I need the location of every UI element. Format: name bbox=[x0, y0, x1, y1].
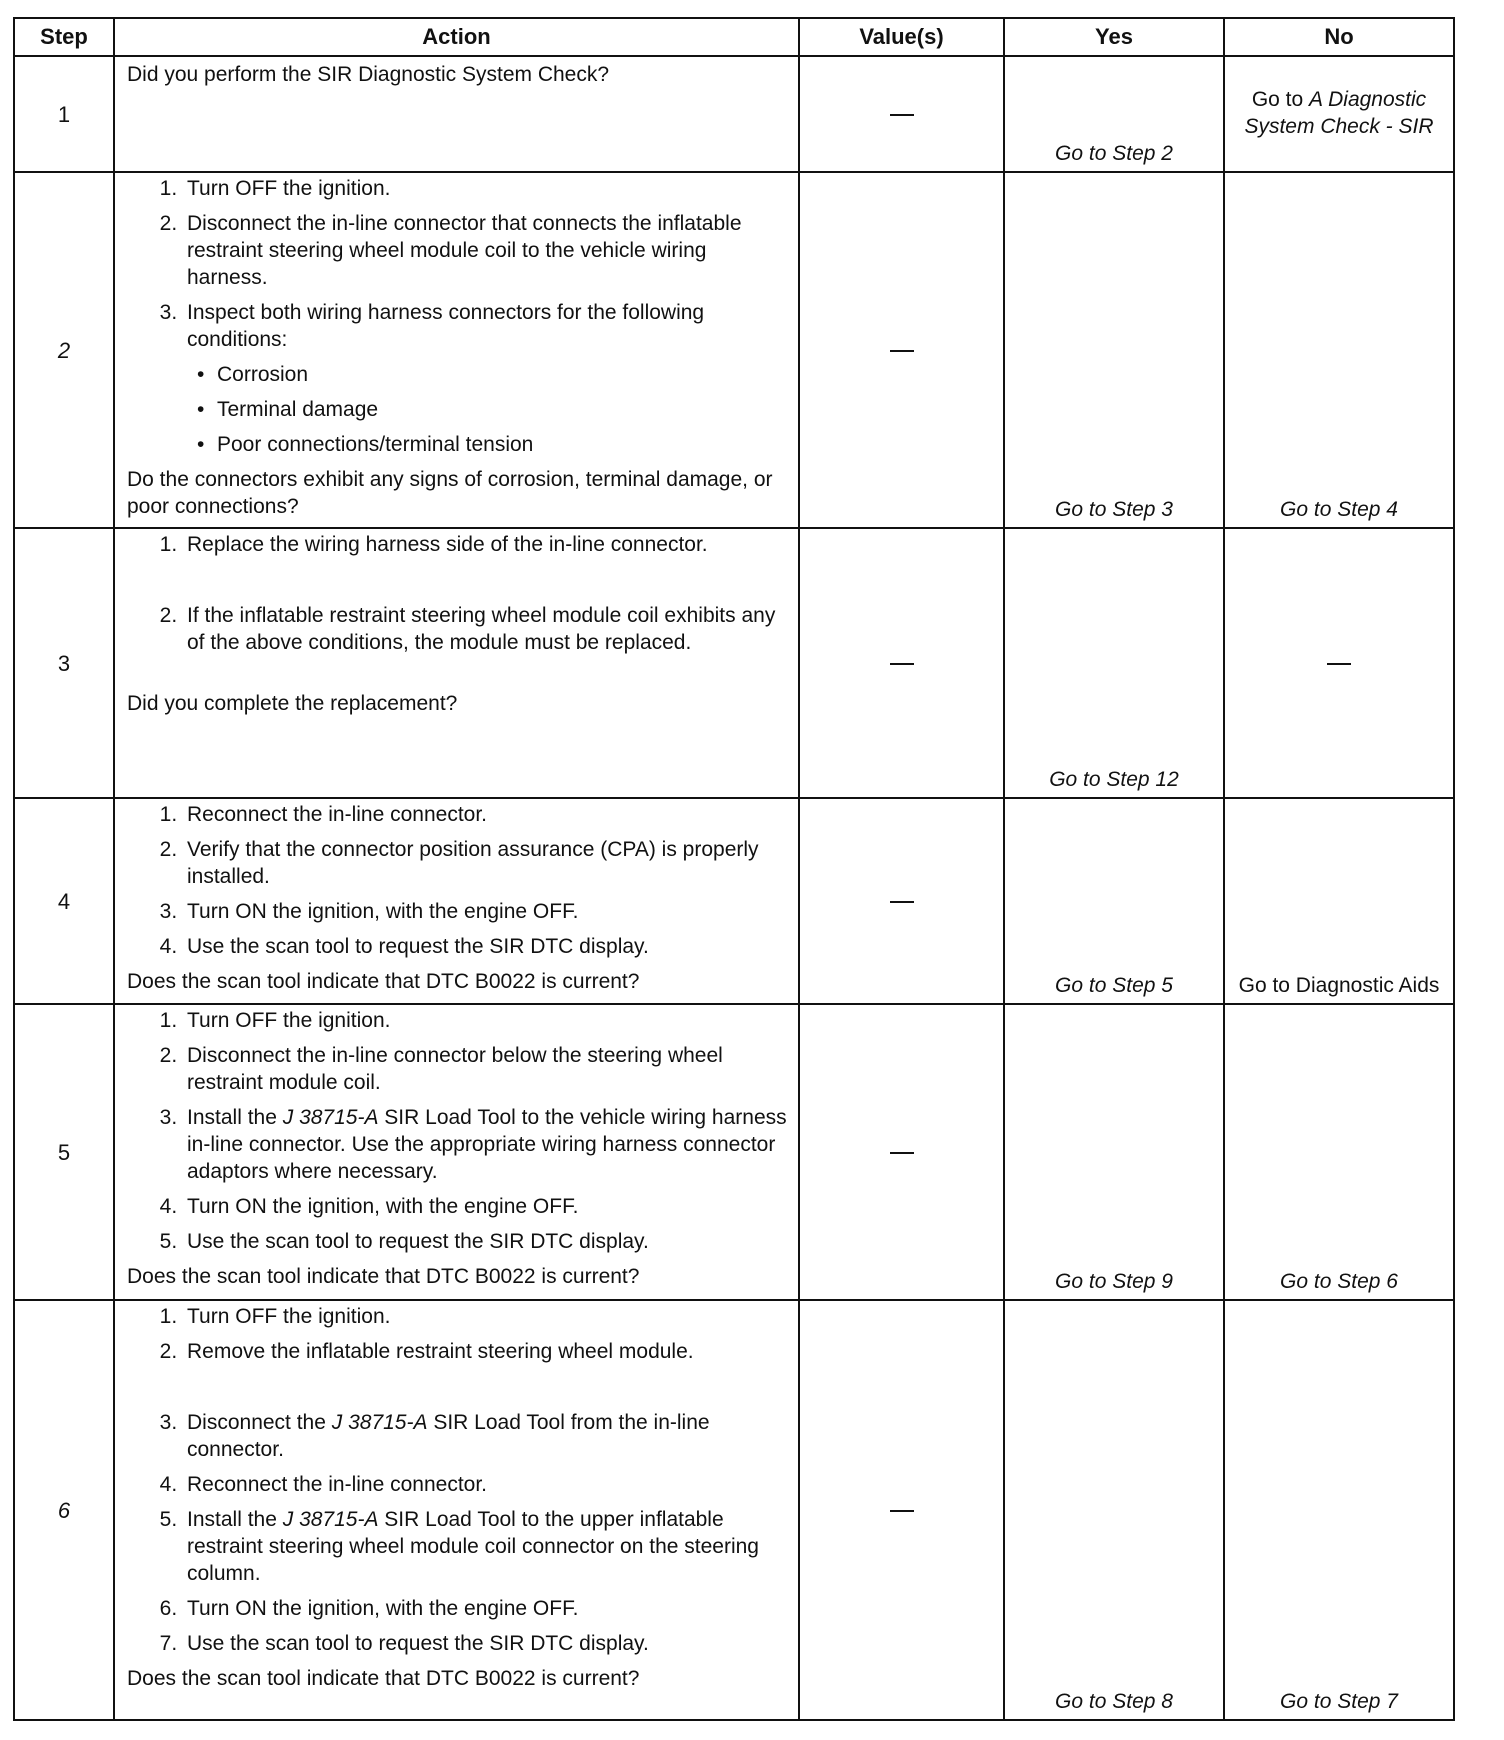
action-cell bbox=[114, 528, 799, 798]
action-step: 1. Turn OFF the ignition. bbox=[183, 1303, 790, 1330]
action-step: 1. Replace the wiring harness side of the in-line connector. bbox=[183, 531, 790, 558]
action-step-text: Install the bbox=[187, 1106, 283, 1129]
action-step bbox=[183, 1409, 790, 1463]
action-step: 1. Turn OFF the ignition. bbox=[183, 175, 790, 202]
step-number: 3 bbox=[14, 528, 114, 798]
value-dash bbox=[890, 114, 914, 116]
step-number: 2 bbox=[14, 172, 114, 528]
tool-name: J 38715-A bbox=[282, 1508, 379, 1531]
no-link[interactable]: Go to Diagnostic Aids bbox=[1224, 798, 1454, 1004]
action-steps-list bbox=[127, 801, 790, 960]
action-cell bbox=[114, 56, 799, 172]
action-steps-list bbox=[127, 175, 790, 458]
action-step bbox=[183, 1506, 790, 1587]
header-action: Action bbox=[114, 18, 799, 56]
diagnostic-table-sheet bbox=[13, 17, 1453, 1721]
action-cell bbox=[114, 1300, 799, 1720]
diagnostic-table bbox=[13, 17, 1455, 1721]
action-step: 1. Reconnect the in-line connector. bbox=[183, 801, 790, 828]
condition-list bbox=[187, 361, 790, 458]
condition-item: • Poor connections/terminal tension bbox=[195, 431, 790, 458]
value-dash bbox=[890, 663, 914, 665]
no-link-target: A Diagnostic System Check - SIR bbox=[1244, 88, 1434, 138]
action-step bbox=[183, 299, 790, 458]
value-cell bbox=[799, 56, 1004, 172]
action-step: 7. Use the scan tool to request the SIR DTC display. bbox=[183, 1630, 790, 1657]
no-dash bbox=[1327, 663, 1351, 665]
value-cell bbox=[799, 798, 1004, 1004]
action-step: 2. If the inflatable restraint steering wheel module coil exhibits any of the above conditions, the module must be replaced. bbox=[183, 602, 790, 656]
action-step: 6. Turn ON the ignition, with the engine OFF. bbox=[183, 1595, 790, 1622]
step-number: 4 bbox=[14, 798, 114, 1004]
yes-link[interactable]: Go to Step 5 bbox=[1004, 798, 1224, 1004]
action-step: 4. Reconnect the in-line connector. bbox=[183, 1471, 790, 1498]
no-link[interactable]: Go to Step 7 bbox=[1224, 1300, 1454, 1720]
tool-name: J 38715-A bbox=[331, 1411, 428, 1434]
step-number: 6 bbox=[14, 1300, 114, 1720]
action-question: Does the scan tool indicate that DTC B0022 is current? bbox=[127, 1265, 640, 1288]
action-question: Does the scan tool indicate that DTC B0022 is current? bbox=[127, 1667, 640, 1690]
header-values: Value(s) bbox=[799, 18, 1004, 56]
table-row-step-3 bbox=[14, 528, 1454, 798]
value-cell bbox=[799, 528, 1004, 798]
no-link[interactable]: Go to Step 6 bbox=[1224, 1004, 1454, 1300]
action-steps-list bbox=[127, 531, 790, 656]
action-step: 2. Remove the inflatable restraint steering wheel module. bbox=[183, 1338, 790, 1365]
action-step: 2. Disconnect the in-line connector that connects the inflatable restraint steering wheel module coil to the vehicle wiring harness. bbox=[183, 210, 790, 291]
action-question: Does the scan tool indicate that DTC B0022 is current? bbox=[127, 970, 640, 993]
yes-link[interactable]: Go to Step 2 bbox=[1004, 56, 1224, 172]
table-row-step-2 bbox=[14, 172, 1454, 528]
condition-item: • Corrosion bbox=[195, 361, 790, 388]
action-step: 2. Verify that the connector position assurance (CPA) is properly installed. bbox=[183, 836, 790, 890]
value-dash bbox=[890, 901, 914, 903]
condition-item: • Terminal damage bbox=[195, 396, 790, 423]
header-row bbox=[14, 18, 1454, 56]
no-cell bbox=[1224, 528, 1454, 798]
yes-link[interactable]: Go to Step 3 bbox=[1004, 172, 1224, 528]
no-link[interactable] bbox=[1224, 56, 1454, 172]
action-step-text: Disconnect the bbox=[187, 1411, 332, 1434]
action-steps-list bbox=[127, 1007, 790, 1255]
value-dash bbox=[890, 1152, 914, 1154]
action-step-text: Install the bbox=[187, 1508, 283, 1531]
action-step: 2. Disconnect the in-line connector below the steering wheel restraint module coil. bbox=[183, 1042, 790, 1096]
action-steps-list bbox=[127, 1303, 790, 1657]
yes-link[interactable]: Go to Step 9 bbox=[1004, 1004, 1224, 1300]
action-step-text: SIR Load Tool to the vehicle wiring harness in-line connector. Use the appropriate wiring harness connector adaptors where necessary. bbox=[187, 1106, 787, 1183]
action-step: 4. Turn ON the ignition, with the engine OFF. bbox=[183, 1193, 790, 1220]
table-row-step-4 bbox=[14, 798, 1454, 1004]
step-number: 1 bbox=[14, 56, 114, 172]
yes-link[interactable]: Go to Step 8 bbox=[1004, 1300, 1224, 1720]
action-step: 3. Turn ON the ignition, with the engine OFF. bbox=[183, 898, 790, 925]
action-cell bbox=[114, 172, 799, 528]
step-number: 5 bbox=[14, 1004, 114, 1300]
action-step-text: SIR Load Tool from the in-line connector. bbox=[187, 1411, 710, 1461]
action-cell bbox=[114, 1004, 799, 1300]
action-question: Did you perform the SIR Diagnostic System Check? bbox=[127, 63, 610, 86]
action-step: 1. Turn OFF the ignition. bbox=[183, 1007, 790, 1034]
table-row-step-5 bbox=[14, 1004, 1454, 1300]
value-cell bbox=[799, 1004, 1004, 1300]
header-step: Step bbox=[14, 18, 114, 56]
value-cell bbox=[799, 172, 1004, 528]
action-step: 4. Use the scan tool to request the SIR DTC display. bbox=[183, 933, 790, 960]
action-step bbox=[183, 1104, 790, 1185]
value-dash bbox=[890, 1510, 914, 1512]
no-link[interactable]: Go to Step 4 bbox=[1224, 172, 1454, 528]
yes-link[interactable]: Go to Step 12 bbox=[1004, 528, 1224, 798]
header-no: No bbox=[1224, 18, 1454, 56]
action-cell bbox=[114, 798, 799, 1004]
action-step: 5. Use the scan tool to request the SIR DTC display. bbox=[183, 1228, 790, 1255]
action-question: Do the connectors exhibit any signs of corrosion, terminal damage, or poor connections? bbox=[127, 468, 773, 518]
action-step-text: SIR Load Tool to the upper inflatable restraint steering wheel module coil connector on the steering column. bbox=[187, 1508, 759, 1585]
action-step-text: Inspect both wiring harness connectors for the following conditions: bbox=[187, 301, 705, 351]
table-row-step-6 bbox=[14, 1300, 1454, 1720]
value-cell bbox=[799, 1300, 1004, 1720]
value-dash bbox=[890, 350, 914, 352]
no-link-prefix: Go to bbox=[1251, 88, 1304, 111]
header-yes: Yes bbox=[1004, 18, 1224, 56]
action-question: Did you complete the replacement? bbox=[127, 692, 458, 715]
tool-name: J 38715-A bbox=[282, 1106, 379, 1129]
table-row-step-1 bbox=[14, 56, 1454, 172]
